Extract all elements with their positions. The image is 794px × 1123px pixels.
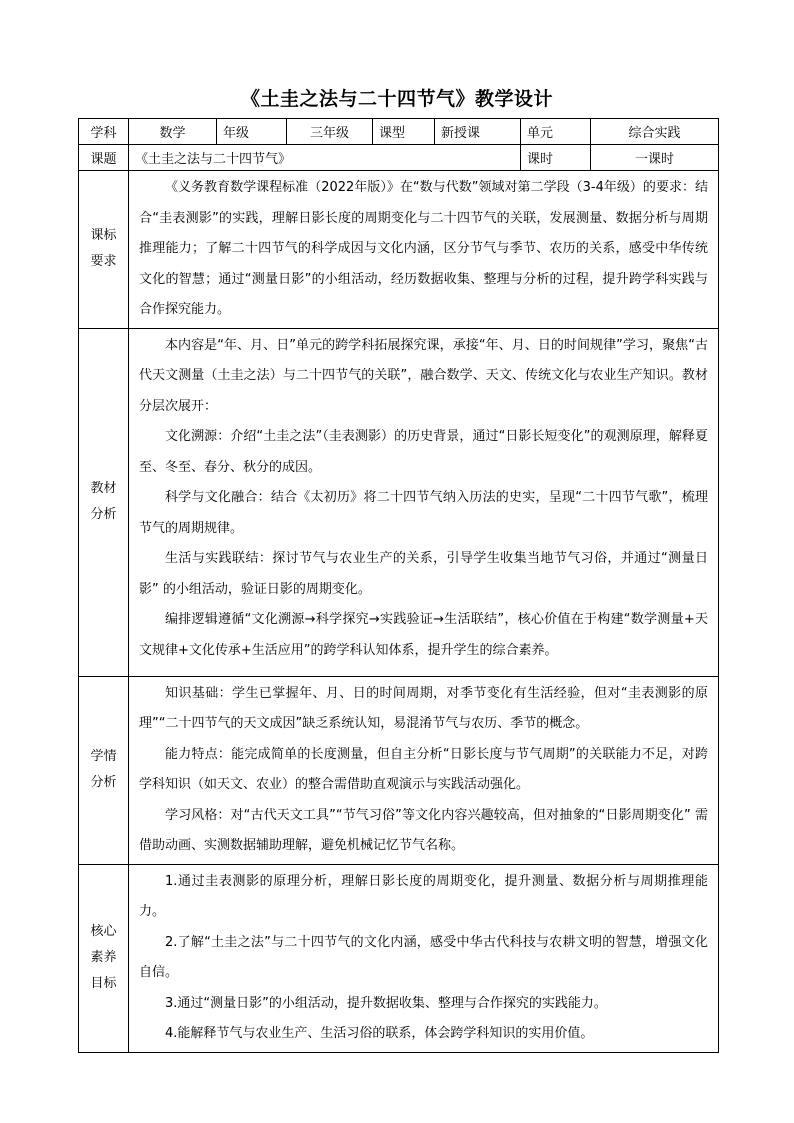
goals-row: [79, 864, 719, 1052]
material-paragraph: 编排逻辑遵循“文化溯源→科学探究→实践验证→生活联结”，核心价值在于构建“数学测量+天文规律+文化传承+生活应用”的跨学科认知体系，提升学生的综合素养。: [139, 612, 708, 658]
learners-paragraph: 知识基础：学生已掌握年、月、日的时间周期，对季节变化有生活经验，但对“圭表测影的原理”“二十四节气的天文成因”缺乏系统认知，易混淆节气与农历、季节的概念。: [139, 685, 708, 731]
standards-paragraph: 《义务教育数学课程标准（2022年版）》在“数与代数”领域对第二学段（3-4年级）的要求：结合“圭表测影”的实践，理解日影长度的周期变化与二十四节气的关联，发展测量、数据分析与周期推理能力；了解二十四节气的科学成因与文化内涵，区分节气与季节、农历的关系，感受中华传统文化的智慧；通过“测量日影”的小组活动，经历数据收集、整理与分析的过程，提升跨学科实践与合作探究能力。: [139, 180, 708, 317]
learners-content: [129, 676, 719, 864]
unit-label: 单元: [521, 119, 591, 145]
learners-row: [79, 676, 719, 864]
material-content: [129, 328, 719, 676]
subject-label: 学科: [79, 119, 129, 145]
material-paragraph: 科学与文化融合：结合《太初历》将二十四节气纳入历法的史实，呈现“二十四节气歌”，梳理节气的周期规律。: [139, 490, 708, 536]
goals-paragraph: 2.了解“土圭之法”与二十四节气的文化内涵，感受中华古代科技与农耕文明的智慧，增强文化自信。: [139, 934, 708, 980]
period-label: 课时: [521, 145, 591, 171]
goals-paragraph: 4.能解释节气与农业生产、生活习俗的联系，体会跨学科知识的实用价值。: [165, 1026, 594, 1041]
lesson-type-label: 课型: [373, 119, 435, 145]
page-title: 《土圭之法与二十四节气》教学设计: [240, 88, 553, 110]
goals-paragraph: 1.通过圭表测影的原理分析，理解日影长度的周期变化，提升测量、数据分析与周期推理能力。: [139, 873, 708, 919]
grade-label: 年级: [217, 119, 287, 145]
goals-label: 核心 素养 目标: [79, 864, 129, 1052]
lesson-type-value: 新授课: [435, 119, 521, 145]
material-paragraph: 生活与实践联结：探讨节气与农业生产的关系，引导学生收集当地节气习俗，并通过“测量日影” 的小组活动，验证日影的周期变化。: [139, 551, 708, 597]
subject-value: 数学: [129, 119, 217, 145]
learners-label: 学情 分析: [79, 676, 129, 864]
goals-paragraph: 3.通过“测量日影”的小组活动，提升数据收集、整理与合作探究的实践能力。: [165, 995, 607, 1011]
period-value: 一课时: [591, 145, 719, 171]
unit-value: 综合实践: [591, 119, 719, 145]
material-paragraph: 本内容是“年、月、日”单元的跨学科拓展探究课，承接“年、月、日的时间规律”学习，聚焦“古代天文测量（土圭之法）与二十四节气的关联”，融合数学、天文、传统文化与农业生产知识。教材分层次展开：: [139, 337, 708, 414]
learners-paragraph: 能力特点：能完成简单的长度测量，但自主分析“日影长度与节气周期”的关联能力不足，对跨学科知识（如天文、农业）的整合需借助直观演示与实践活动强化。: [139, 746, 708, 792]
material-row: [79, 328, 719, 676]
topic-label: 课题: [79, 145, 129, 171]
learners-paragraph: 学习风格：对“古代天文工具”“节气习俗”等文化内容兴趣较高，但对抽象的“日影周期变化” 需借助动画、实测数据辅助理解，避免机械记忆节气名称。: [139, 807, 708, 853]
material-label: 教材 分析: [79, 328, 129, 676]
topic-value: 《土圭之法与二十四节气》: [129, 145, 521, 171]
header-row-2: [79, 145, 719, 171]
standards-row: [79, 171, 719, 329]
standards-content: [129, 171, 719, 329]
material-paragraph: 文化溯源：介绍“土圭之法”（圭表测影）的历史背景，通过“日影长短变化”的观测原理，解释夏至、冬至、春分、秋分的成因。: [139, 429, 708, 475]
header-row-1: [79, 119, 719, 145]
standards-label: 课标 要求: [79, 171, 129, 329]
grade-value: 三年级: [287, 119, 373, 145]
lesson-design-table: [78, 118, 719, 1053]
goals-content: [129, 864, 719, 1052]
